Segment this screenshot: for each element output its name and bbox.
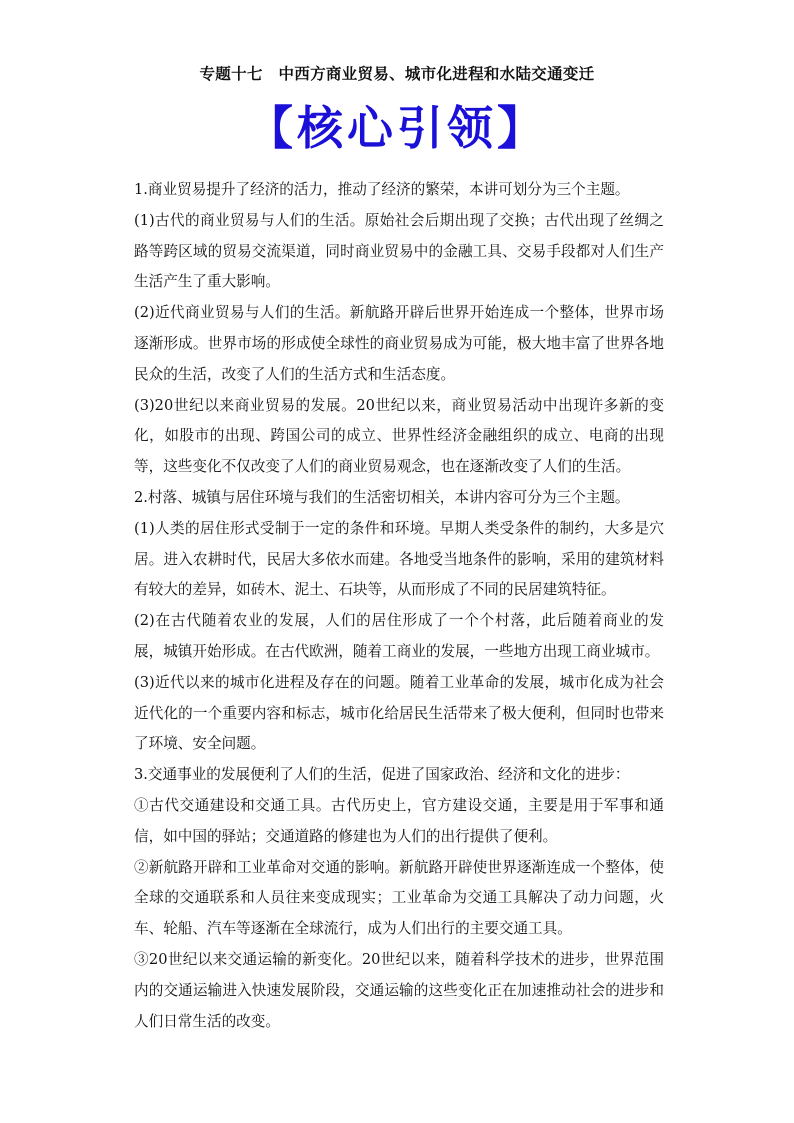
- paragraph-1: 1.商业贸易提升了经济的活力，推动了经济的繁荣，本讲可划分为三个主题。: [134, 181, 630, 198]
- paragraph-3-3: ③20世纪以来交通运输的新变化。20世纪以来，随着科学技术的进步，世界范围内的交通运输进入快速发展阶段，交通运输的这些变化正在加速推动社会的进步和人们日常生活的改变。: [134, 950, 664, 1030]
- paragraph-1-2: (2)近代商业贸易与人们的生活。新航路开辟后世界开始连成一个整体，世界市场逐渐形成。世界市场的形成使全球性的商业贸易成为可能，极大地丰富了世界各地民众的生活，改变了人们的生活方式和生活态度。: [134, 304, 664, 383]
- paragraph-3-2: ②新航路开辟和工业革命对交通的影响。新航路开辟使世界逐渐连成一个整体，使全球的交通联系和人员往来变成现实；工业革命为交通工具解决了动力问题，火车、轮船、汽车等逐渐在全球流行，成为人们出行的主要交通工具。: [134, 858, 664, 938]
- paragraph-3-1: ①古代交通建设和交通工具。古代历史上，官方建设交通，主要是用于军事和通信，如中国的驿站；交通道路的修建也为人们的出行提供了便利。: [134, 796, 664, 845]
- paragraph-3: 3.交通事业的发展便利了人们的生活，促进了国家政治、经济和文化的进步：: [134, 766, 630, 784]
- paragraph-1-3: (3)20世纪以来商业贸易的发展。20世纪以来，商业贸易活动中出现许多新的变化，如股市的出现、跨国公司的成立、世界性经济金融组织的成立、电商的出现等，这些变化不仅改变了人们的商业贸易观念，也在逐渐改变了人们的生活。: [134, 396, 664, 476]
- paragraph-2-1: (1)人类的居住形式受制于一定的条件和环境。早期人类受条件的制约，大多是穴居。进入农耕时代，民居大多依水而建。各地受当地条件的影响，采用的建筑材料有较大的差异，如砖木、泥土、石块等，从而形成了不同的民居建筑特征。: [134, 519, 664, 599]
- paragraph-1-1: (1)古代的商业贸易与人们的生活。原始社会后期出现了交换；古代出现了丝绸之路等跨区域的贸易交流渠道，同时商业贸易中的金融工具、交易手段都对人们生产生活产生了重大影响。: [134, 211, 664, 291]
- paragraph-2-2: (2)在古代随着农业的发展，人们的居住形成了一个个村落，此后随着商业的发展，城镇开始形成。在古代欧洲，随着工商业的发展，一些地方出现工商业城市。: [134, 612, 664, 660]
- document-title: 专题十七 中西方商业贸易、城市化进程和水陆交通变迁: [199, 64, 595, 83]
- paragraph-2: 2.村落、城镇与居住环境与我们的生活密切相关，本讲内容可分为三个主题。: [134, 488, 630, 506]
- paragraph-2-3: (3)近代以来的城市化进程及存在的问题。随着工业革命的发展，城市化成为社会近代化的一个重要内容和标志，城市化给居民生活带来了极大便利，但同时也带来了环境、安全问题。: [134, 673, 664, 753]
- document-body: [134, 175, 664, 1037]
- section-heading-core-guidance: 【核心引领】: [247, 101, 547, 155]
